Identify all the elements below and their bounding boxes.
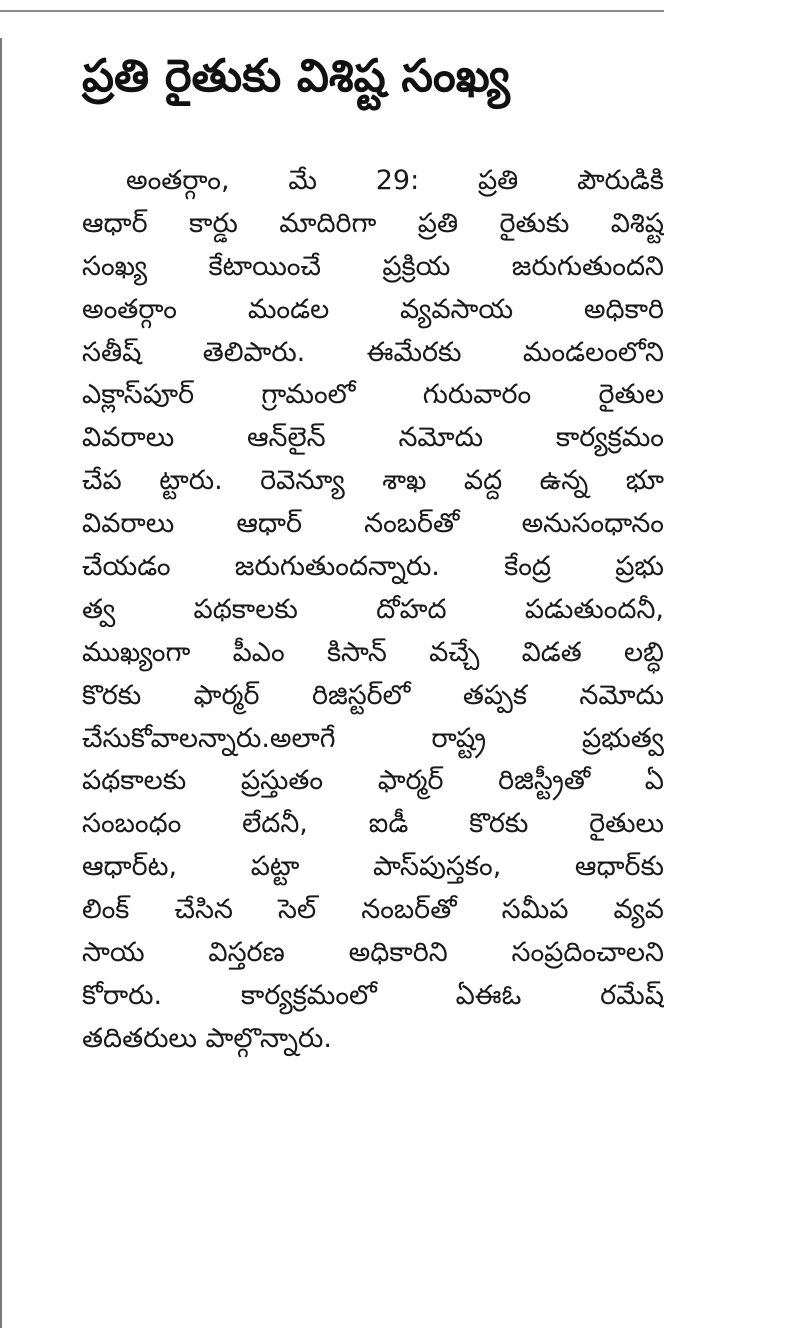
left-column-rule bbox=[0, 38, 2, 1328]
article-line: వివరాలు ఆన్‌లైన్ నమోదు కార్యక్రమం bbox=[82, 422, 664, 454]
top-divider-rule bbox=[0, 10, 664, 12]
article-line: వివరాలు ఆధార్ నంబర్‌తో అనుసంధానం bbox=[82, 508, 664, 540]
article-line: సంఖ్య కేటాయించే ప్రక్రియ జరుగుతుందని bbox=[82, 250, 664, 282]
article-line: ఎక్లాస్‌పూర్ గ్రామంలో గురువారం రైతుల bbox=[82, 379, 664, 411]
article-body bbox=[82, 160, 664, 1061]
article-line: చేసుకోవాలన్నారు.అలాగే రాష్ట్ర ప్రభుత్వ bbox=[82, 722, 664, 754]
article-line: సాయ విస్తరణ అధికారిని సంప్రదించాలని bbox=[82, 937, 664, 969]
article-line: ఆధార్ కార్డు మాదిరిగా ప్రతి రైతుకు విశిష్ట bbox=[82, 207, 664, 239]
article-line: కొరకు ఫార్మర్ రిజిస్టర్‌లో తప్పక నమోదు bbox=[82, 679, 664, 711]
article-line: పథకాలకు ప్రస్తుతం ఫార్మర్ రిజిస్ట్రీతో ఏ bbox=[82, 765, 664, 797]
article-line: సతీష్ తెలిపారు. ఈమేరకు మండలంలోని bbox=[82, 336, 664, 368]
article-headline: ప్రతి రైతుకు విశిష్ట సంఖ్య bbox=[82, 49, 510, 102]
article-line: కోరారు. కార్యక్రమంలో ఏఈఓ రమేష్ bbox=[82, 979, 664, 1011]
article-line: లింక్ చేసిన సెల్ నంబర్‌తో సమీప వ్యవ bbox=[82, 894, 664, 926]
article-line: త్వ పథకాలకు దోహద పడుతుందనీ, bbox=[82, 593, 664, 625]
article-line: అంతర్గాం మండల వ్యవసాయ అధికారి bbox=[82, 293, 664, 325]
article-line: చేయడం జరుగుతుందన్నారు. కేంద్ర ప్రభు bbox=[82, 551, 664, 583]
article-line: తదితరులు పాల్గొన్నారు. bbox=[82, 1022, 332, 1054]
article-line: ముఖ్యంగా పీఎం కిసాన్ వచ్చే విడత లబ్ధి bbox=[82, 636, 664, 668]
article-line: ఆధార్‌ట, పట్టా పాస్‌పుస్తకం, ఆధార్‌కు bbox=[82, 851, 664, 883]
article-line: అంతర్గాం, మే 29: ప్రతి పౌరుడికి bbox=[126, 165, 664, 196]
article-line: చేప ట్టారు. రెవెన్యూ శాఖ వద్ద ఉన్న భూ bbox=[82, 465, 664, 497]
article-line: సంబంధం లేదనీ, ఐడీ కొరకు రైతులు bbox=[82, 808, 664, 840]
